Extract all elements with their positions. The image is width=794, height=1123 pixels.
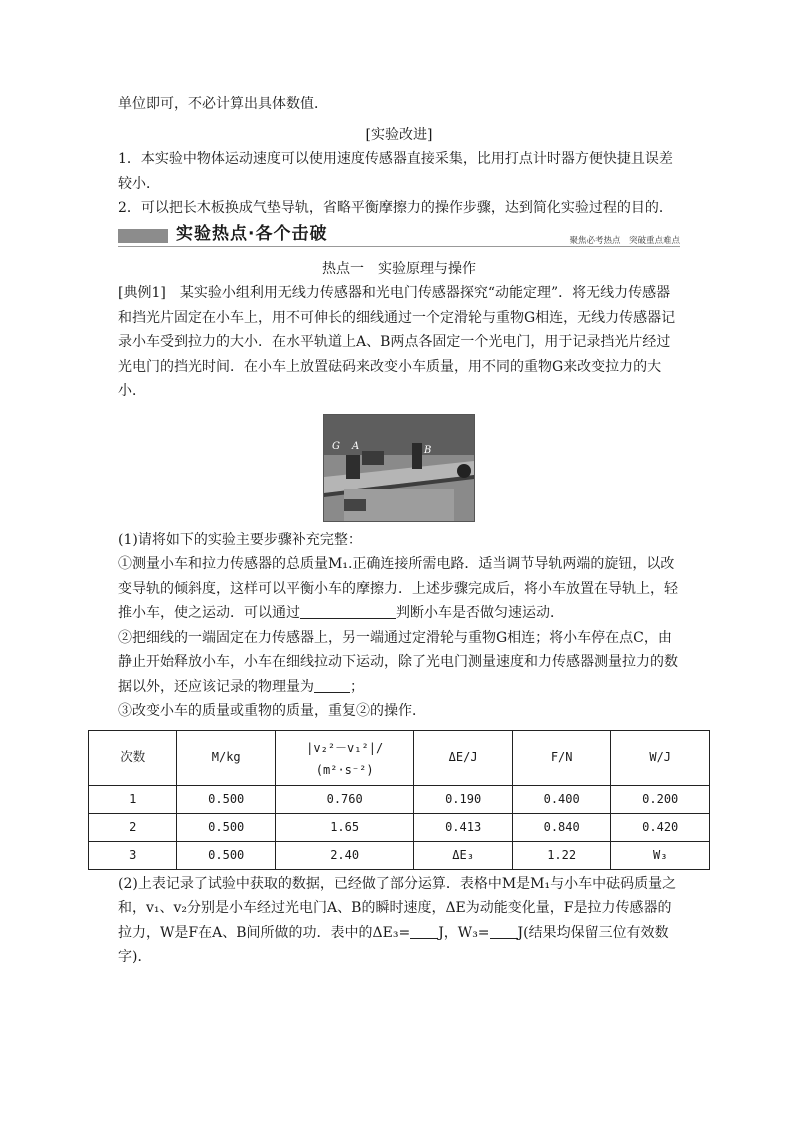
header-force: F/N	[512, 730, 611, 785]
text-line: 单位即可，不必计算出具体数值．	[118, 96, 328, 112]
header-work: W/J	[611, 730, 710, 785]
table-cell: 2.40	[275, 841, 413, 869]
question-1-intro: (1)请将如下的实验主要步骤补充完整：	[118, 531, 362, 548]
header-count: 次数	[89, 730, 177, 785]
table-cell: 0.413	[414, 813, 513, 841]
improve-item-2: 2．可以把长木板换成气垫导轨，省略平衡摩擦力的操作步骤，达到简化实验过程的目的．	[118, 200, 673, 216]
step-2-text: ②把细线的一端固定在力传感器上，另一端通过定滑轮与重物G相连；将小车停在点C，由静止开始释放小车，小车在细线拉动下运动，除了光电门测量速度和力传感器测量拉力的数据以外，还应该记录的物理量为	[118, 629, 678, 695]
table-row	[89, 841, 710, 869]
question-2	[118, 872, 680, 970]
step-1-text: ①测量小车和拉力传感器的总质量M₁.正确连接所需电路．适当调节导轨两端的旋钮，以改变导轨的倾斜度，这样可以平衡小车的摩擦力．上述步骤完成后，将小车放置在导轨上，轻推小车，使之运动．可以通过	[118, 556, 678, 621]
table-cell: 0.500	[177, 841, 276, 869]
header-energy: ΔE/J	[414, 730, 513, 785]
banner-rule	[118, 246, 680, 247]
table-cell: 2	[89, 813, 177, 841]
table-cell: 0.500	[177, 813, 276, 841]
table-cell: W₃	[611, 841, 710, 869]
table-cell: 0.760	[275, 785, 413, 813]
table-cell: 1.65	[275, 813, 413, 841]
table-cell: 0.190	[414, 785, 513, 813]
table-cell: 3	[89, 841, 177, 869]
answer-blank-4[interactable]	[490, 924, 518, 939]
table-cell: 1.22	[512, 841, 611, 869]
table-cell: ΔE₃	[414, 841, 513, 869]
header-velocity	[275, 730, 413, 785]
photo-label-b: B	[424, 444, 432, 456]
table-cell: 0.840	[512, 813, 611, 841]
question-2-text-mid: J，W₃=	[438, 924, 490, 941]
example-paragraph: [典例1] 某实验小组利用无线力传感器和光电门传感器探究“动能定理”．将无线力传感器和挡光片固定在小车上，用不可伸长的细线通过一个定滑轮与重物G相连，无线力传感器记录小车受到拉力的大小．在水平轨道上A、B两点各固定一个光电门，用于记录挡光片经过光电门的挡光时间．在小车上放置砝码来改变小车质量，用不同的重物G来改变拉力的大小．	[118, 285, 676, 399]
question-1-step-1	[118, 552, 680, 626]
photo-label-a: A	[352, 440, 360, 452]
question-2-text-end: J(结果均保留三位有效数字)．	[118, 924, 669, 965]
header-velocity-top: |v₂²－v₁²|/	[306, 741, 384, 756]
document-page	[118, 92, 680, 970]
question-2-text: (2)上表记录了试验中获取的数据，已经做了部分运算．表格中M是M₁与小车中砝码质量之和，v₁、v₂分别是小车经过光电门A、B的瞬时速度，ΔE为动能变化量，F是拉力传感器的拉力，W是F在A、B间所做的功．表中的ΔE₃=	[118, 875, 677, 941]
table-cell: 0.400	[512, 785, 611, 813]
table-header-row	[89, 730, 710, 785]
table-cell: 0.200	[611, 785, 710, 813]
answer-blank-2[interactable]	[314, 678, 350, 693]
question-1-step-2	[118, 626, 680, 700]
step-2-text-end: ；	[350, 678, 364, 695]
answer-blank-3[interactable]	[410, 924, 438, 939]
banner-bar	[118, 229, 168, 243]
header-velocity-unit: (m²·s⁻²)	[315, 762, 374, 777]
answer-blank-1[interactable]	[300, 604, 396, 619]
experiment-photo-illustration	[324, 415, 474, 521]
improve-item-1: 1．本实验中物体运动速度可以使用速度传感器直接采集，比用打点计时器方便快捷且误差较小．	[118, 151, 673, 192]
table-row	[89, 785, 710, 813]
banner-title: 实验热点·各个击破	[176, 223, 328, 244]
section-banner	[118, 225, 680, 251]
question-1-step-3: ③改变小车的质量或重物的质量，重复②的操作．	[118, 703, 426, 719]
header-mass: M/kg	[177, 730, 276, 785]
banner-tagline: 聚焦必考热点 突破重点难点	[569, 235, 680, 246]
step-1-text-end: 判断小车是否做匀速运动．	[396, 605, 564, 621]
hotspot-heading: 热点一 实验原理与操作	[322, 260, 476, 277]
experiment-photo	[323, 414, 475, 522]
photo-label-g: G	[332, 440, 340, 452]
table-row	[89, 813, 710, 841]
data-table	[88, 730, 710, 870]
table-cell: 1	[89, 785, 177, 813]
table-cell: 0.420	[611, 813, 710, 841]
improve-heading: [实验改进]	[365, 126, 433, 143]
table-cell: 0.500	[177, 785, 276, 813]
